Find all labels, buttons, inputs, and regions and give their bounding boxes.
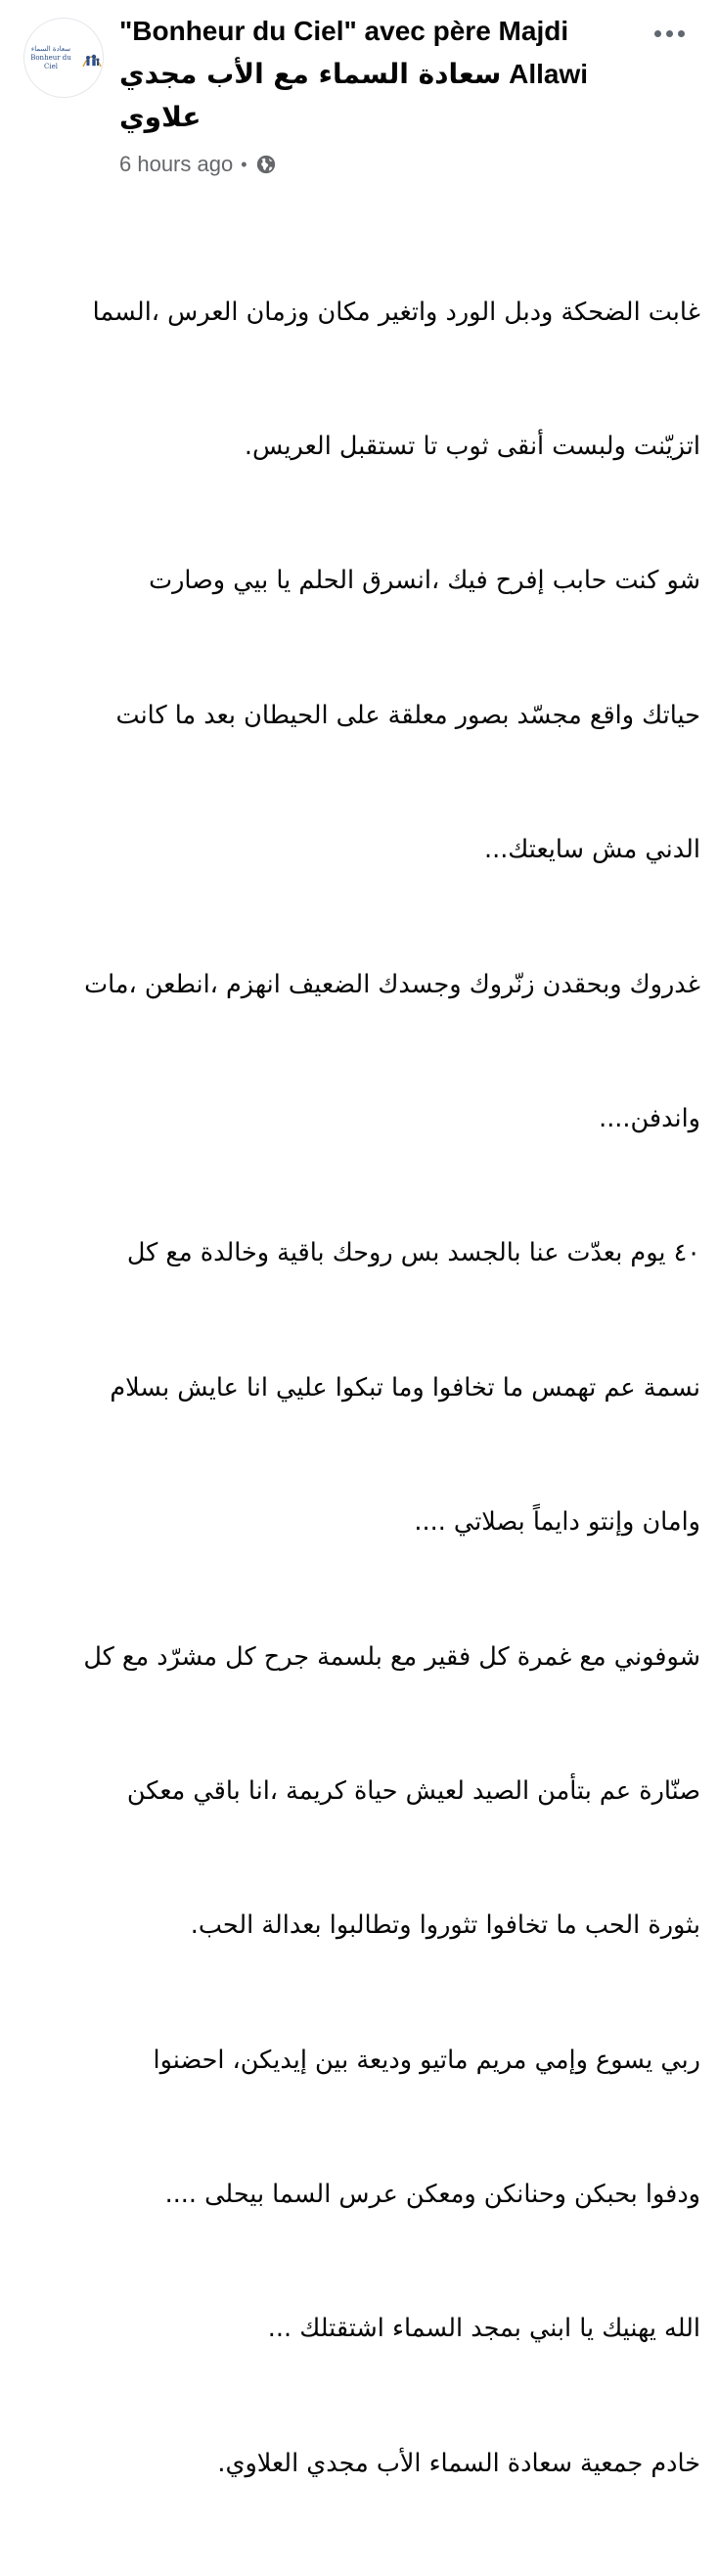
author-name-ar[interactable]: سعادة السماء مع الأب مجدي [119, 58, 502, 90]
avatar-logo-text [24, 45, 77, 71]
post-body-line: غابت الضحكة ودبل الورد واتغير مكان وزمان العرس ،السما [92, 297, 700, 327]
post-timestamp[interactable]: 6 hours ago [119, 152, 234, 176]
post-body-line: ٤٠ يوم بعدّت عنا بالجسد بس روحك باقية وخالدة مع كل [126, 1238, 700, 1268]
post-body-line: خادم جمعية سعادة السماء الأب مجدي العلاوي. [217, 2448, 700, 2478]
post-body-line: بثورة الحب ما تخافوا تثوروا وتطالبوا بعدالة الحب. [190, 1910, 700, 1941]
post-meta [119, 147, 277, 182]
post-body-line: واندفن.... [599, 1103, 700, 1133]
meta-separator: • [241, 154, 247, 174]
post-body-line: الله يهنيك يا ابني بمجد السماء اشتقتلك ... [267, 2314, 700, 2344]
family-logo-icon [81, 47, 103, 69]
avatar-logo-text-fr: Bonheur du Ciel [30, 53, 71, 70]
author-name-fr[interactable]: "Bonheur du Ciel" avec père Majdi [119, 16, 569, 46]
page-avatar[interactable] [23, 18, 104, 98]
author-name-ar-surname[interactable]: علاوي [119, 101, 202, 133]
avatar-logo-text-ar: سعادة السماء [30, 44, 71, 53]
post-body-line: شوفوني مع غمرة كل فقير مع بلسمة جرح كل مشرّد مع كل [83, 1641, 700, 1672]
post-body-line: الدني مش سايعتك... [483, 835, 700, 865]
post-body-line: ودفوا بحبكن وحنانكن ومعكن عرس السما بيحلى .... [164, 2180, 700, 2210]
author-name-line2[interactable] [119, 53, 628, 96]
more-options-icon [654, 30, 661, 37]
avatar-logo [24, 45, 103, 71]
globe-icon[interactable] [255, 154, 277, 175]
post-body-line: ربي يسوع وإمي مريم ماتيو وديعة بين إيديكن، احضنوا [153, 2045, 700, 2075]
author-name-latin[interactable]: Allawi [509, 59, 589, 89]
post-body [16, 201, 700, 2576]
post-author-title[interactable] [119, 10, 628, 139]
more-options-icon-dot [678, 30, 685, 37]
post-body-line: وامان وإنتو دايماً بصلاتي .... [414, 1507, 700, 1538]
post-body-line: حياتك واقع مجسّد بصور معلقة على الحيطان بعد ما كانت [115, 700, 700, 730]
post-body-line: نسمة عم تهمس ما تخافوا وما تبكوا عليي انا عايش بسلام [110, 1372, 700, 1403]
post-body-line: صنّارة عم بتأمن الصيد لعيش حياة كريمة ،انا باقي معكن [126, 1775, 700, 1806]
more-options-button[interactable] [648, 20, 691, 47]
post-body-line: شو كنت حابب إفرح فيك ،انسرق الحلم يا بيي وصارت [149, 566, 700, 596]
post-body-line: اتزيّنت ولبست أنقى ثوب تا تستقبل العريس. [244, 431, 700, 461]
more-options-icon-dot [666, 30, 673, 37]
post-body-line: غدروك وبحقدن زنّروك وجسدك الضعيف انهزم ،انطعن ،مات [84, 969, 700, 999]
